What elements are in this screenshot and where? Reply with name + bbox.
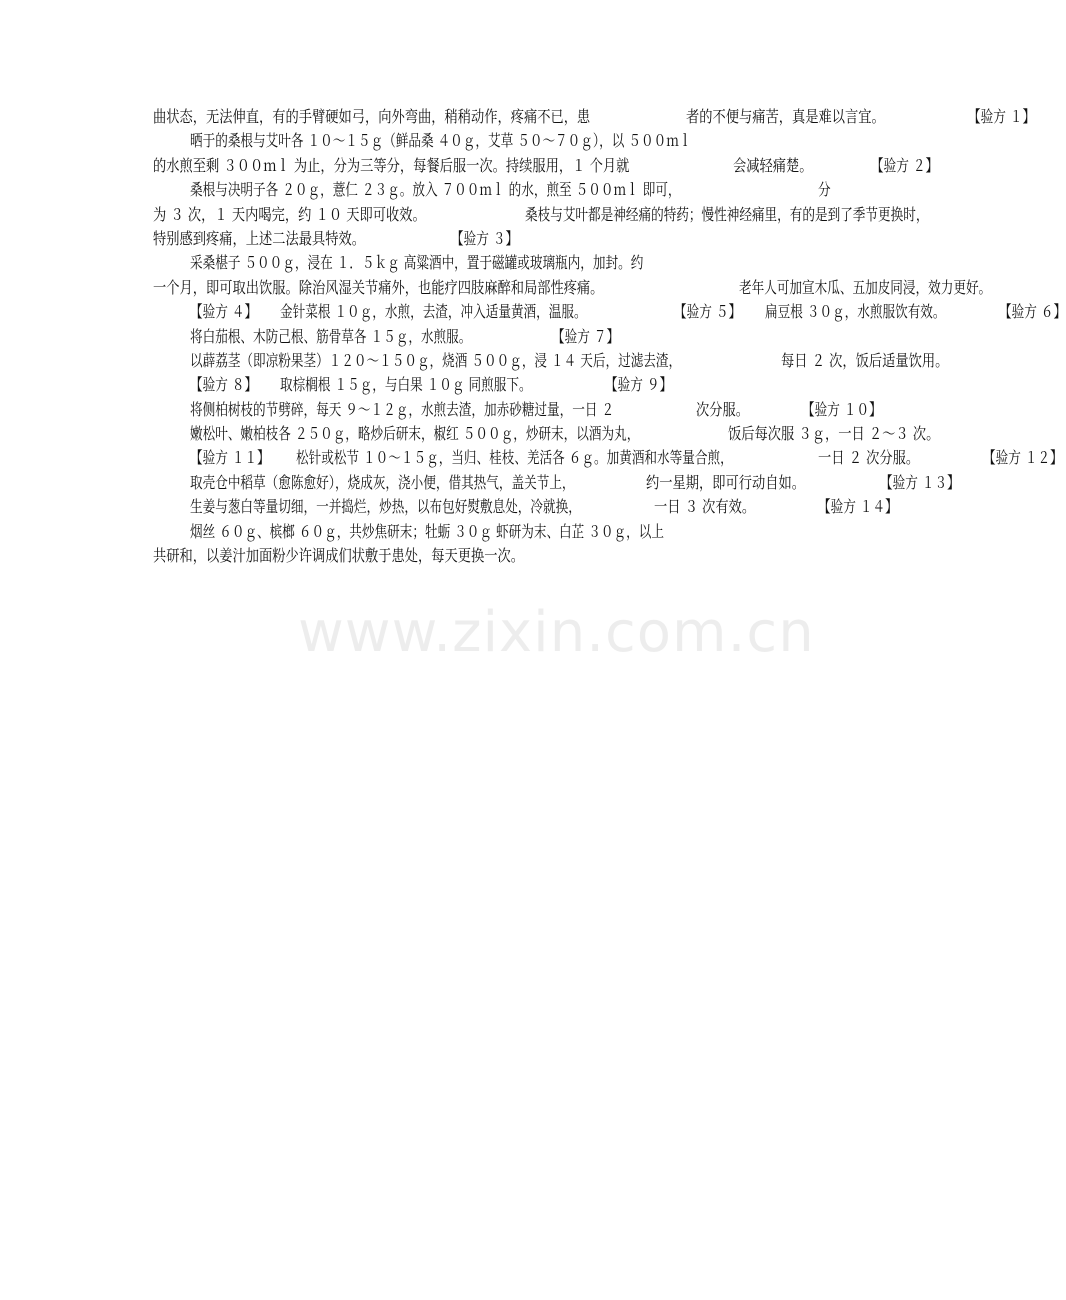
- text-line: 金针菜根 １０ｇ，水煎，去渣，冲入适量黄酒，温服。: [280, 302, 587, 322]
- text-line: 以薜荔茎（即凉粉果茎）１２０～１５０ｇ，烧酒 ５００ｇ，浸 １４ 天后，过滤去渣，: [190, 350, 682, 370]
- section-heading: 【验方 １３】: [880, 472, 960, 492]
- section-heading: 【验方 ６】: [998, 302, 1066, 322]
- text-line: 者的不便与痛苦，真是难以言宜。: [686, 107, 885, 126]
- text-line: 分: [817, 180, 831, 200]
- section-heading: 【验方 １２】: [982, 448, 1063, 468]
- section-heading: 【验方 １】: [968, 107, 1036, 126]
- text-line: 将白茄根、木防己根、筋骨草各 １５ｇ，水煎服。: [190, 326, 472, 346]
- text-line: 桑根与决明子各 ２０ｇ，薏仁 ２３ｇ。放入 ７００ｍｌ 的水，煎至 ５００ｍｌ 即可，: [190, 180, 681, 200]
- document-body: [0, 105, 1066, 568]
- section-heading: 【验方 ９】: [604, 375, 672, 395]
- text-line: 次分服。: [696, 399, 750, 419]
- text-line: 嫩松叶、嫩柏枝各 ２５０ｇ，略炒后研末，椒红 ５００ｇ，炒研末，以酒为丸，: [190, 424, 640, 444]
- section-heading: 【验方 １４】: [818, 497, 899, 517]
- section-heading: 【验方 ２】: [871, 155, 939, 175]
- text-line: 桑枝与艾叶都是神经痛的特药；慢性神经痛里，有的是到了季节更换时，: [524, 204, 928, 224]
- text-line: 饭后每次服 ３ｇ，一日 ２～３ 次。: [728, 424, 940, 444]
- text-line: 的水煎至剩 ３００ｍｌ 为止，分为三等分，每餐后服一次。持续服用，１ 个月就: [153, 155, 630, 175]
- text-line: 取壳仓中稻草（愈陈愈好），烧成灰，浇小便，借其热气，盖关节上，: [190, 472, 575, 492]
- text-line: 将侧柏树枝的节劈碎，每天 ９～１２ｇ，水煎去渣，加赤砂糖过量，一日 ２: [190, 399, 615, 419]
- text-line: 扁豆根 ３０ｇ，水煎服饮有效。: [764, 302, 946, 322]
- text-line: 约一星期，即可行动自如。: [646, 472, 806, 492]
- section-heading: 【验方 １１】: [190, 448, 270, 468]
- text-line: 生姜与葱白等量切细，一并捣烂，炒热，以布包好熨敷息处，冷就换，: [190, 497, 581, 517]
- section-heading: 【验方 ４】: [190, 302, 258, 322]
- text-line: 烟丝 ６０ｇ、槟榔 ６０ｇ，共炒焦研末；牡蛎 ３０ｇ 虾研为末、白芷 ３０ｇ，以上: [190, 521, 664, 541]
- section-heading: 【验方 ３】: [451, 228, 519, 248]
- section-heading: 【验方 ５】: [674, 302, 742, 322]
- watermark: www.zixin.com.cn: [298, 600, 815, 665]
- text-line: 曲状态，无法伸直，有的手臂硬如弓，向外弯曲，稍稍动作，疼痛不已，患: [153, 107, 591, 126]
- text-line: 晒于的桑根与艾叶各 １０～１５ｇ（鲜品桑 ４０ｇ，艾草 ５０～７０ｇ），以 ５００ｍｌ: [190, 131, 692, 151]
- section-heading: 【验方 １０】: [802, 399, 883, 419]
- text-line: 采桑椹子 ５００ｇ，浸在 １．５ｋｇ 高粱酒中，置于磁罐或玻璃瓶内，加封。约: [190, 253, 644, 273]
- text-line: 一个月，即可取出饮服。除治风湿关节痛外，也能疗四肢麻醉和局部性疼痛。: [153, 277, 604, 297]
- text-line: 每日 ２ 次，饭后适量饮用。: [781, 350, 949, 370]
- text-line: 一日 ３ 次有效。: [654, 497, 756, 517]
- section-heading: 【验方 ８】: [190, 375, 258, 395]
- text-line: 一日 ２ 次分服。: [818, 448, 920, 468]
- text-line: 老年人可加宣木瓜、五加皮同浸，效力更好。: [739, 277, 992, 297]
- section-heading: 【验方 ７】: [552, 326, 620, 346]
- text-line: 共研和，以姜汁加面粉少许调成们状敷于患处，每天更换一次。: [153, 546, 524, 566]
- text-line: 特别感到疼痛，上述二法最具特效。: [153, 228, 365, 248]
- text-line: 会减轻痛楚。: [733, 155, 813, 175]
- text-line: 取棕榈根 １５ｇ，与白果 １０ｇ 同煎服下。: [280, 375, 532, 395]
- text-line: 松针或松节 １０～１５ｇ，当归、桂枝、羌活各 ６ｇ。加黄酒和水等量合煎，: [296, 448, 733, 468]
- text-line: 为 ３ 次，１ 天内喝完，约 １０ 天即可收效。: [153, 204, 426, 224]
